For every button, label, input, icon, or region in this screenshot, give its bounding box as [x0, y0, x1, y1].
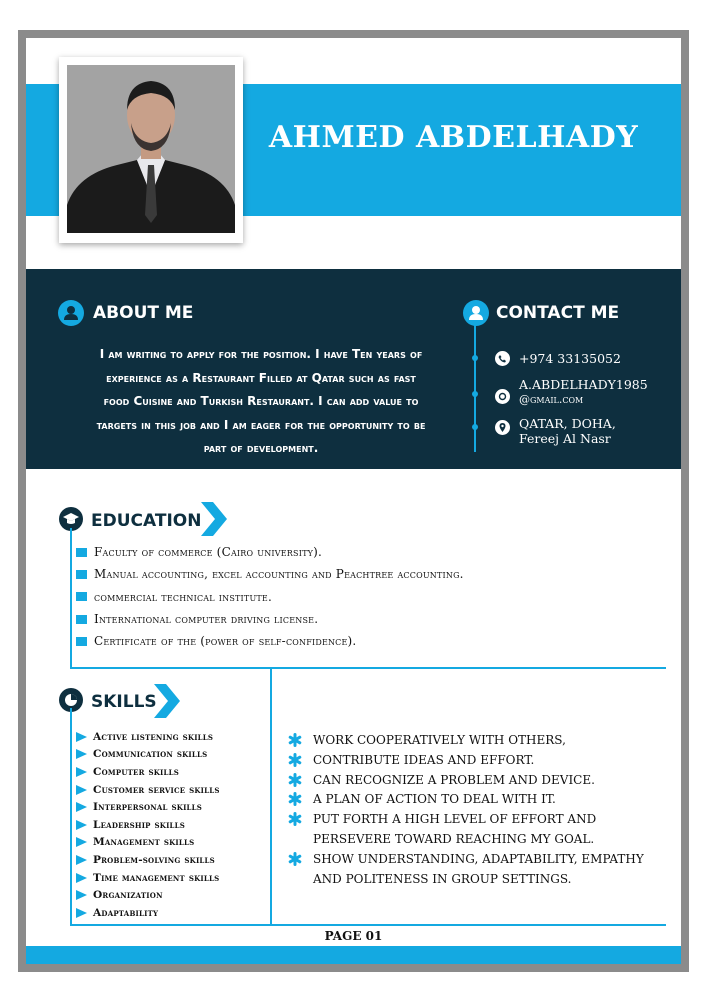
triangle-bullet-icon [76, 732, 87, 742]
triangle-bullet-icon [76, 767, 87, 777]
asterisk-icon [288, 812, 302, 826]
education-item: Faculty of commerce (Cairo university). [76, 541, 464, 563]
asterisk-icon [288, 792, 302, 806]
education-title: EDUCATION [91, 511, 202, 531]
skill-item: Computer skills [76, 763, 220, 781]
education-item: commercial technical institute. [76, 586, 464, 608]
triangle-bullet-icon [76, 820, 87, 830]
contact-divider [474, 322, 476, 452]
email-domain: @gmail.com [519, 393, 584, 406]
quality-item: WORK COOPERATIVELY WITH OTHERS, [288, 731, 668, 751]
about-line: part of development. [203, 441, 319, 455]
education-item: Certificate of the (power of self-confidence). [76, 630, 464, 652]
about-title: ABOUT ME [93, 303, 194, 323]
timeline-dot [472, 391, 478, 397]
square-bullet-icon [76, 615, 87, 624]
profile-photo [67, 65, 235, 233]
contact-address [519, 416, 616, 446]
user-icon [463, 300, 489, 326]
education-item: Manual accounting, excel accounting and Peachtree accounting. [76, 563, 464, 585]
asterisk-icon [288, 852, 302, 866]
skills-divider-rule [270, 669, 272, 926]
about-line: targets in this job and I am eager for the opportunity to be [96, 417, 426, 432]
qualities-list [288, 731, 668, 889]
person-silhouette-icon [67, 65, 235, 233]
triangle-bullet-icon [76, 855, 87, 865]
footer-band [26, 946, 681, 964]
skills-left-rule [70, 708, 72, 926]
triangle-bullet-icon [76, 802, 87, 812]
person-name: AHMED ABDELHADY [268, 120, 639, 155]
triangle-bullet-icon [76, 837, 87, 847]
address-line: QATAR, DOHA, [519, 416, 616, 431]
page-number: PAGE 01 [324, 929, 383, 943]
email-line: A.ABDELHADY1985 [519, 377, 648, 392]
triangle-bullet-icon [76, 749, 87, 759]
contact-title: CONTACT ME [496, 303, 620, 323]
skill-item: Management skills [76, 834, 220, 852]
triangle-bullet-icon [76, 873, 87, 883]
skill-item: Organization [76, 886, 220, 904]
education-list [76, 541, 464, 652]
quality-item: PUT FORTH A HIGH LEVEL OF EFFORT AND PERSEVERE TOWARD REACHING MY GOAL. [288, 810, 668, 850]
skills-bottom-rule [70, 924, 666, 926]
profile-photo-frame [59, 57, 243, 243]
timeline-dot [472, 355, 478, 361]
user-badge-icon [58, 300, 84, 326]
skill-item: Interpersonal skills [76, 798, 220, 816]
about-text [66, 343, 456, 461]
asterisk-icon [288, 733, 302, 747]
square-bullet-icon [76, 570, 87, 579]
contact-phone: +974 33135052 [519, 351, 621, 366]
triangle-bullet-icon [76, 908, 87, 918]
education-vertical-rule [70, 528, 72, 669]
skill-item: Time management skills [76, 869, 220, 887]
square-bullet-icon [76, 548, 87, 557]
about-line: I am writing to apply for the position. I have Ten years of [99, 347, 423, 361]
contact-email [519, 377, 648, 407]
triangle-bullet-icon [76, 890, 87, 900]
triangle-bullet-icon [76, 785, 87, 795]
quality-item: SHOW UNDERSTANDING, ADAPTABILITY, EMPATHY AND POLITENESS IN GROUP SETTINGS. [288, 850, 668, 890]
resume-page [26, 38, 681, 964]
timeline-dot [472, 424, 478, 430]
skills-list [76, 728, 220, 922]
chevron-right-icon [199, 500, 229, 538]
square-bullet-icon [76, 592, 87, 601]
address-line: Fereej Al Nasr [519, 431, 611, 446]
phone-icon [495, 351, 510, 366]
square-bullet-icon [76, 637, 87, 646]
education-bottom-rule [70, 667, 666, 669]
email-icon [495, 389, 510, 404]
skill-item: Active listening skills [76, 728, 220, 746]
asterisk-icon [288, 753, 302, 767]
education-item: International computer driving license. [76, 608, 464, 630]
chevron-right-icon [152, 682, 182, 720]
skill-item: Customer service skills [76, 781, 220, 799]
asterisk-icon [288, 773, 302, 787]
about-line: experience as a Restaurant Filled at Qatar such as fast [106, 370, 416, 385]
about-line: food Cuisine and Turkish Restaurant. I can add value to [103, 394, 419, 408]
skills-title: SKILLS [91, 692, 157, 712]
quality-item: CONTRIBUTE IDEAS AND EFFORT. [288, 751, 668, 771]
skill-item: Adaptability [76, 904, 220, 922]
skill-item: Communication skills [76, 746, 220, 764]
quality-item: CAN RECOGNIZE A PROBLEM AND DEVICE. [288, 771, 668, 791]
skill-item: Problem-solving skills [76, 851, 220, 869]
quality-item: A PLAN OF ACTION TO DEAL WITH IT. [288, 790, 668, 810]
skill-item: Leadership skills [76, 816, 220, 834]
location-icon [495, 420, 510, 435]
